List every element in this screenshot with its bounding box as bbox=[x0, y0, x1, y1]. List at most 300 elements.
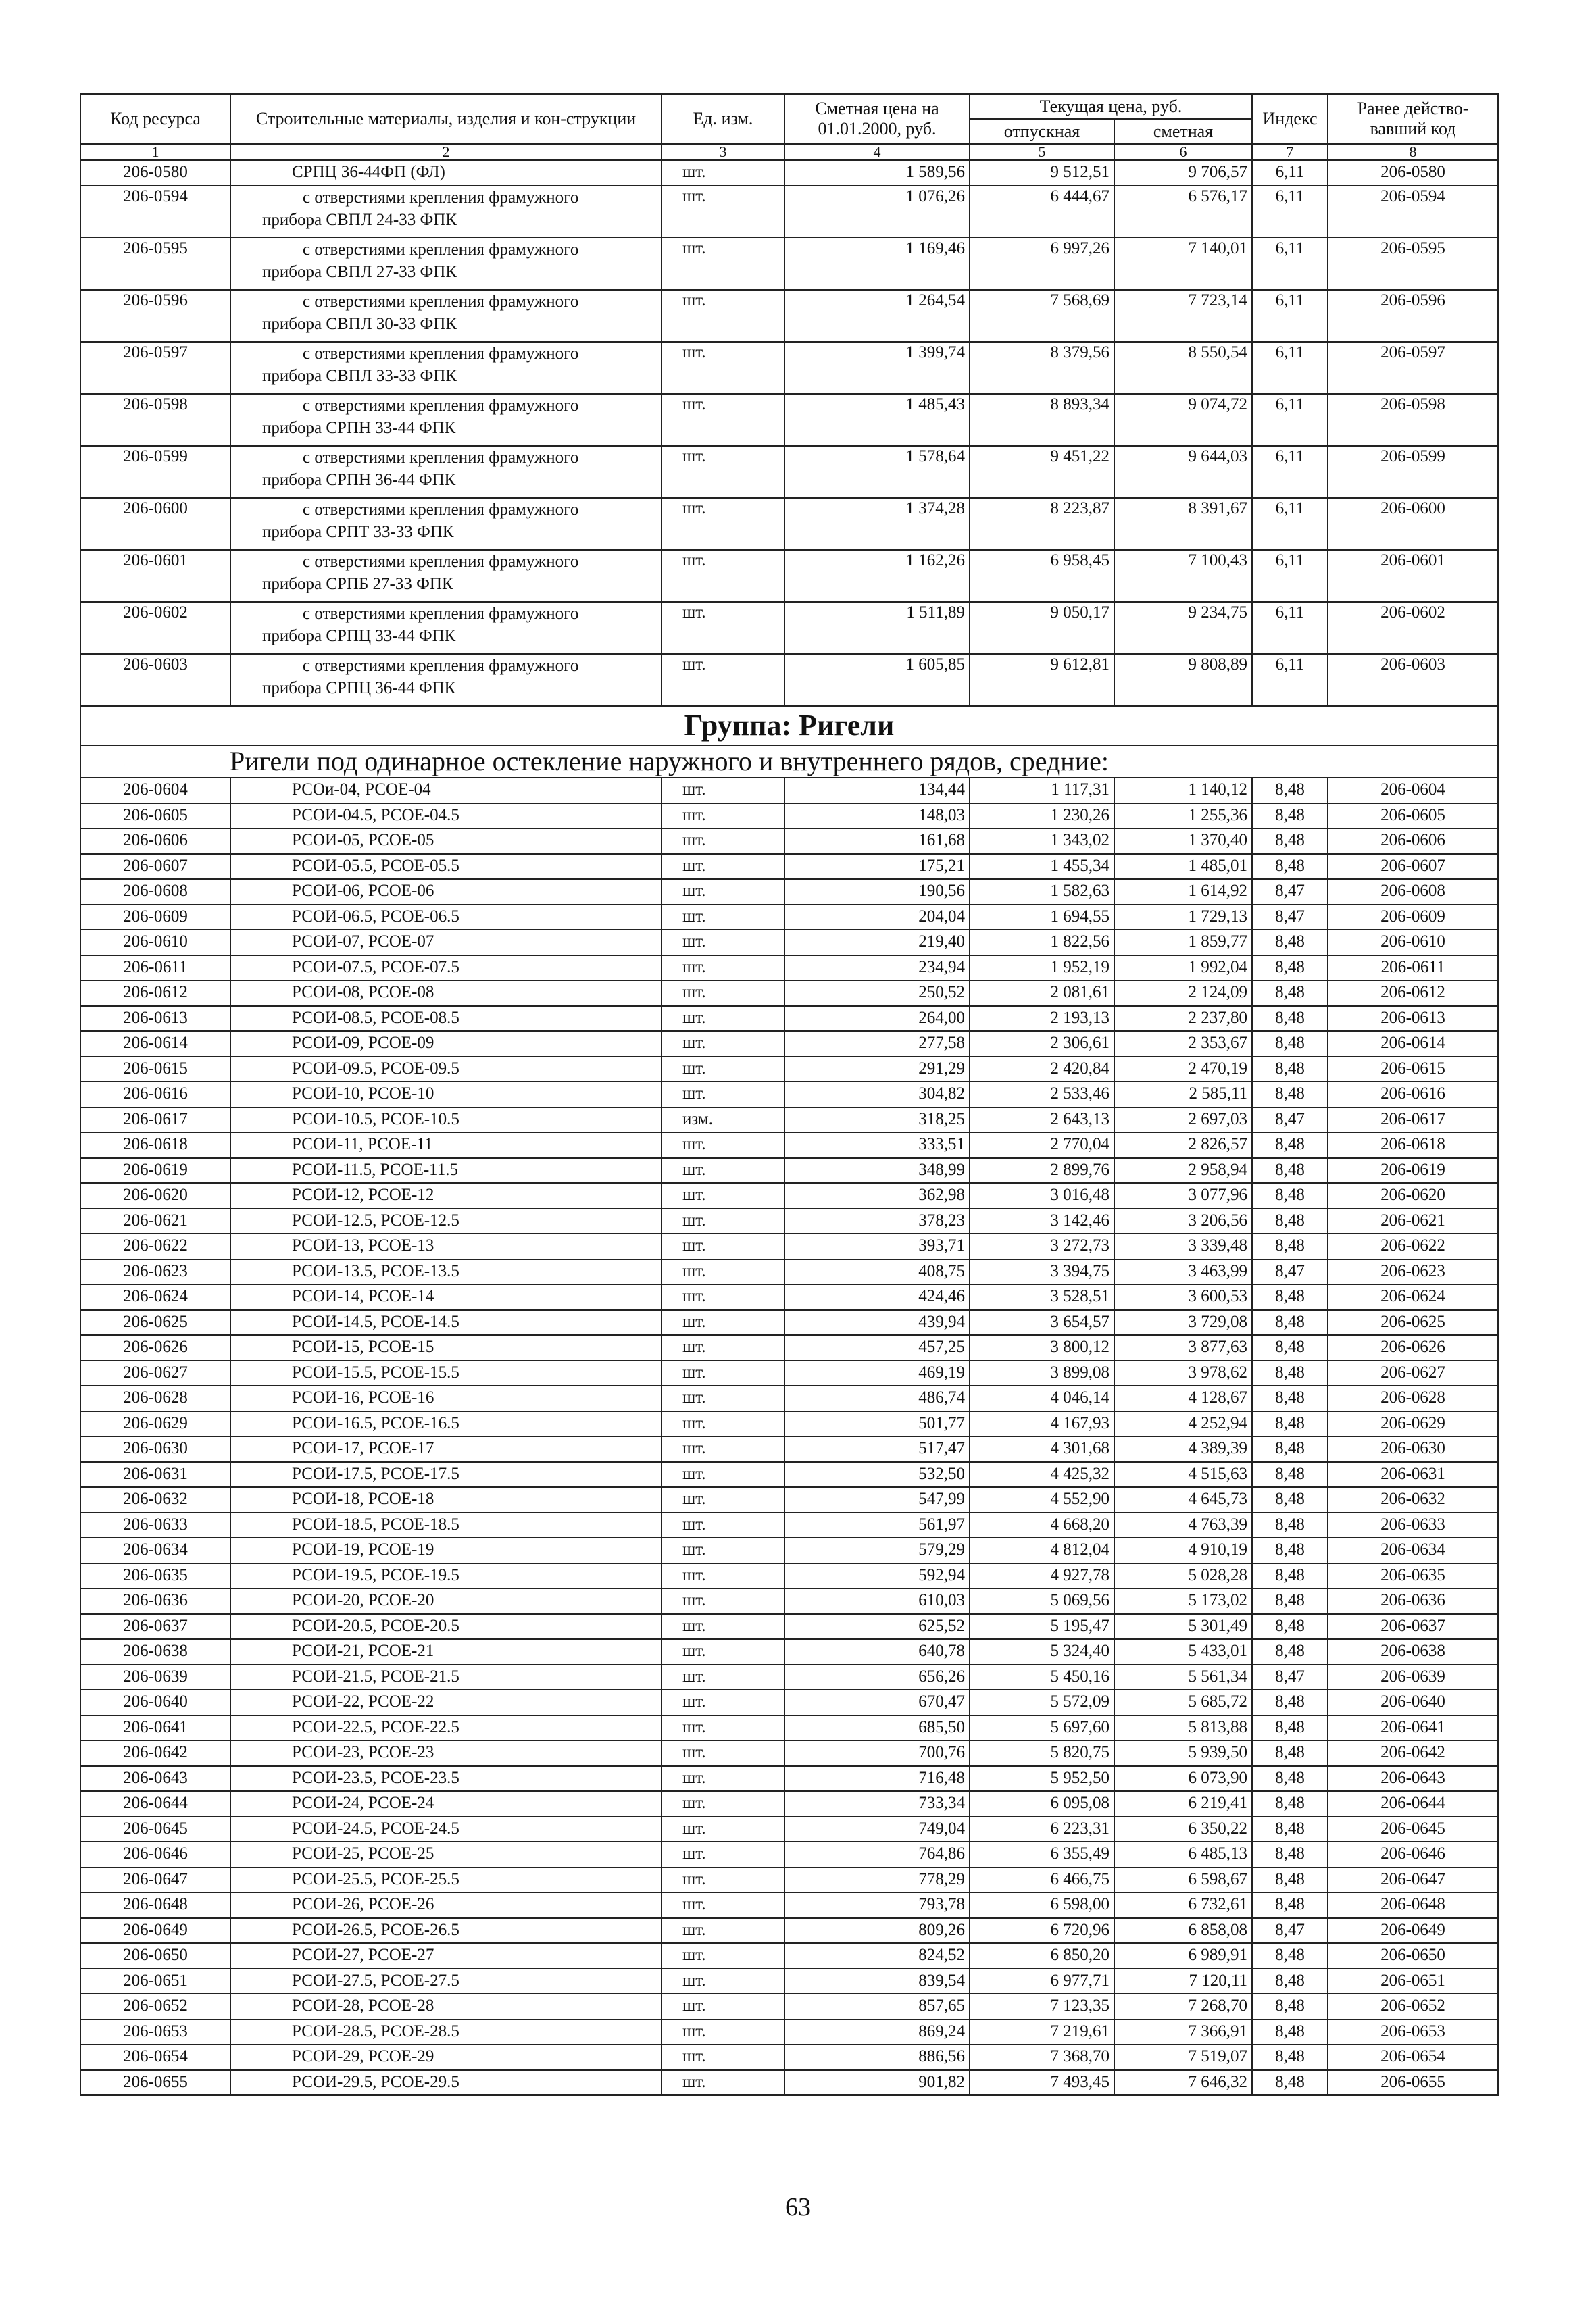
table-row bbox=[80, 1817, 1498, 1842]
estimate-price: 2 470,19 bbox=[1114, 1057, 1252, 1082]
unit: шт. bbox=[662, 930, 784, 955]
base-price: 1 589,56 bbox=[784, 160, 970, 186]
estimate-price: 4 128,67 bbox=[1114, 1386, 1252, 1411]
unit: шт. bbox=[662, 1614, 784, 1640]
material-name bbox=[230, 654, 662, 706]
resource-code: 206-0635 bbox=[80, 1563, 230, 1589]
price-index: 8,48 bbox=[1252, 955, 1328, 981]
price-index: 8,48 bbox=[1252, 803, 1328, 829]
material-name: РСОИ-05.5, РСОЕ-05.5 bbox=[230, 854, 662, 880]
header-materials: Строительные материалы, изделия и кон-струкции bbox=[230, 94, 662, 144]
estimate-price: 7 120,11 bbox=[1114, 1969, 1252, 1994]
base-price: 1 076,26 bbox=[784, 186, 970, 238]
table-row bbox=[80, 1107, 1498, 1133]
estimate-price: 7 646,32 bbox=[1114, 2070, 1252, 2096]
release-price: 3 654,57 bbox=[970, 1310, 1114, 1336]
price-index: 8,48 bbox=[1252, 1082, 1328, 1107]
resource-code: 206-0600 bbox=[80, 498, 230, 550]
price-index: 8,48 bbox=[1252, 1158, 1328, 1184]
resource-code: 206-0606 bbox=[80, 828, 230, 854]
base-price: 716,48 bbox=[784, 1766, 970, 1792]
table-row bbox=[80, 1183, 1498, 1209]
base-price: 625,52 bbox=[784, 1614, 970, 1640]
material-name: РСОИ-10, РСОЕ-10 bbox=[230, 1082, 662, 1107]
previous-code: 206-0597 bbox=[1328, 342, 1498, 394]
previous-code: 206-0628 bbox=[1328, 1386, 1498, 1411]
base-price: 561,97 bbox=[784, 1513, 970, 1538]
unit: шт. bbox=[662, 1031, 784, 1057]
previous-code: 206-0645 bbox=[1328, 1817, 1498, 1842]
resource-code: 206-0604 bbox=[80, 778, 230, 803]
estimate-price: 4 389,39 bbox=[1114, 1436, 1252, 1462]
previous-code: 206-0611 bbox=[1328, 955, 1498, 981]
resource-code: 206-0598 bbox=[80, 394, 230, 446]
table-row bbox=[80, 1031, 1498, 1057]
table-row bbox=[80, 1969, 1498, 1994]
resource-code: 206-0638 bbox=[80, 1639, 230, 1665]
unit: шт. bbox=[662, 1513, 784, 1538]
material-name: РСОИ-24, РСОЕ-24 bbox=[230, 1791, 662, 1817]
unit: шт. bbox=[662, 1766, 784, 1792]
resource-code: 206-0633 bbox=[80, 1513, 230, 1538]
unit: шт. bbox=[662, 1665, 784, 1690]
price-index: 8,48 bbox=[1252, 1538, 1328, 1563]
table-row bbox=[80, 498, 1498, 550]
previous-code: 206-0625 bbox=[1328, 1310, 1498, 1336]
table-row bbox=[80, 1665, 1498, 1690]
unit: шт. bbox=[662, 160, 784, 186]
price-index: 8,47 bbox=[1252, 1918, 1328, 1944]
release-price: 3 272,73 bbox=[970, 1234, 1114, 1259]
unit: шт. bbox=[662, 1690, 784, 1715]
material-name: РСОИ-11.5, РСОЕ-11.5 bbox=[230, 1158, 662, 1184]
material-name: СРПЦ 36-44ФП (ФЛ) bbox=[230, 160, 662, 186]
table-header bbox=[80, 94, 1498, 160]
price-index: 8,48 bbox=[1252, 778, 1328, 803]
unit: шт. bbox=[662, 778, 784, 803]
base-price: 1 605,85 bbox=[784, 654, 970, 706]
price-table bbox=[80, 93, 1499, 2096]
unit: шт. bbox=[662, 1411, 784, 1437]
resource-code: 206-0629 bbox=[80, 1411, 230, 1437]
release-price: 5 069,56 bbox=[970, 1588, 1114, 1614]
release-price: 1 343,02 bbox=[970, 828, 1114, 854]
base-price: 1 485,43 bbox=[784, 394, 970, 446]
release-price: 2 533,46 bbox=[970, 1082, 1114, 1107]
table-row bbox=[80, 1639, 1498, 1665]
unit: шт. bbox=[662, 2019, 784, 2045]
resource-code: 206-0601 bbox=[80, 550, 230, 602]
previous-code: 206-0618 bbox=[1328, 1132, 1498, 1158]
material-name: РСОИ-25, РСОЕ-25 bbox=[230, 1842, 662, 1867]
estimate-price: 5 301,49 bbox=[1114, 1614, 1252, 1640]
table-row bbox=[80, 803, 1498, 829]
base-price: 250,52 bbox=[784, 980, 970, 1006]
resource-code: 206-0611 bbox=[80, 955, 230, 981]
release-price: 8 379,56 bbox=[970, 342, 1114, 394]
release-price: 4 927,78 bbox=[970, 1563, 1114, 1589]
previous-code: 206-0594 bbox=[1328, 186, 1498, 238]
material-name: РСОИ-06, РСОЕ-06 bbox=[230, 879, 662, 905]
release-price: 3 800,12 bbox=[970, 1335, 1114, 1361]
previous-code: 206-0603 bbox=[1328, 654, 1498, 706]
resource-code: 206-0650 bbox=[80, 1943, 230, 1969]
release-price: 7 219,61 bbox=[970, 2019, 1114, 2045]
price-index: 8,48 bbox=[1252, 930, 1328, 955]
previous-code: 206-0596 bbox=[1328, 290, 1498, 342]
material-name: РСОИ-12.5, РСОЕ-12.5 bbox=[230, 1209, 662, 1234]
release-price: 2 306,61 bbox=[970, 1031, 1114, 1057]
previous-code: 206-0617 bbox=[1328, 1107, 1498, 1133]
header-base-price: Сметная цена на 01.01.2000, руб. bbox=[784, 94, 970, 144]
base-price: 161,68 bbox=[784, 828, 970, 854]
material-name-line2: прибора СРПН 33-44 ФПК bbox=[262, 419, 456, 437]
header-previous-code: Ранее действо-вавший код bbox=[1328, 94, 1498, 144]
resource-code: 206-0621 bbox=[80, 1209, 230, 1234]
previous-code: 206-0632 bbox=[1328, 1487, 1498, 1513]
previous-code: 206-0612 bbox=[1328, 980, 1498, 1006]
table-row bbox=[80, 602, 1498, 654]
previous-code: 206-0636 bbox=[1328, 1588, 1498, 1614]
unit: шт. bbox=[662, 1132, 784, 1158]
previous-code: 206-0629 bbox=[1328, 1411, 1498, 1437]
price-index: 6,11 bbox=[1252, 446, 1328, 498]
header-resource-code: Код ресурса bbox=[80, 94, 230, 144]
material-name: РСОИ-29.5, РСОЕ-29.5 bbox=[230, 2070, 662, 2096]
estimate-price: 7 723,14 bbox=[1114, 290, 1252, 342]
table-row bbox=[80, 980, 1498, 1006]
estimate-price: 3 339,48 bbox=[1114, 1234, 1252, 1259]
material-name bbox=[230, 290, 662, 342]
table-row bbox=[80, 1513, 1498, 1538]
base-price: 457,25 bbox=[784, 1335, 970, 1361]
table-row bbox=[80, 550, 1498, 602]
previous-code: 206-0607 bbox=[1328, 854, 1498, 880]
release-price: 2 899,76 bbox=[970, 1158, 1114, 1184]
price-index: 8,47 bbox=[1252, 1107, 1328, 1133]
resource-code: 206-0630 bbox=[80, 1436, 230, 1462]
base-price: 778,29 bbox=[784, 1867, 970, 1893]
release-price: 3 394,75 bbox=[970, 1259, 1114, 1285]
release-price: 2 643,13 bbox=[970, 1107, 1114, 1133]
unit: шт. bbox=[662, 654, 784, 706]
estimate-price: 9 644,03 bbox=[1114, 446, 1252, 498]
material-name-line2: прибора СРПТ 33-33 ФПК bbox=[262, 523, 454, 541]
release-price: 6 850,20 bbox=[970, 1943, 1114, 1969]
material-name: РСОИ-08.5, РСОЕ-08.5 bbox=[230, 1006, 662, 1032]
resource-code: 206-0605 bbox=[80, 803, 230, 829]
table-row bbox=[80, 930, 1498, 955]
price-index: 8,48 bbox=[1252, 1462, 1328, 1488]
estimate-price: 5 685,72 bbox=[1114, 1690, 1252, 1715]
estimate-price: 5 173,02 bbox=[1114, 1588, 1252, 1614]
estimate-price: 1 859,77 bbox=[1114, 930, 1252, 955]
price-index: 8,48 bbox=[1252, 1563, 1328, 1589]
estimate-price: 5 028,28 bbox=[1114, 1563, 1252, 1589]
previous-code: 206-0644 bbox=[1328, 1791, 1498, 1817]
base-price: 1 578,64 bbox=[784, 446, 970, 498]
base-price: 304,82 bbox=[784, 1082, 970, 1107]
unit: шт. bbox=[662, 1310, 784, 1336]
release-price: 6 977,71 bbox=[970, 1969, 1114, 1994]
price-index: 8,48 bbox=[1252, 1715, 1328, 1741]
previous-code: 206-0613 bbox=[1328, 1006, 1498, 1032]
estimate-price: 7 519,07 bbox=[1114, 2044, 1252, 2070]
base-price: 318,25 bbox=[784, 1107, 970, 1133]
release-price: 2 193,13 bbox=[970, 1006, 1114, 1032]
estimate-price: 8 391,67 bbox=[1114, 498, 1252, 550]
price-index: 8,47 bbox=[1252, 879, 1328, 905]
price-index: 8,48 bbox=[1252, 1588, 1328, 1614]
release-price: 4 301,68 bbox=[970, 1436, 1114, 1462]
table-row bbox=[80, 1057, 1498, 1082]
table-row bbox=[80, 1234, 1498, 1259]
estimate-price: 2 958,94 bbox=[1114, 1158, 1252, 1184]
estimate-price: 2 124,09 bbox=[1114, 980, 1252, 1006]
base-price: 291,29 bbox=[784, 1057, 970, 1082]
estimate-price: 9 706,57 bbox=[1114, 160, 1252, 186]
column-number: 4 bbox=[784, 144, 970, 160]
release-price: 4 167,93 bbox=[970, 1411, 1114, 1437]
resource-code: 206-0627 bbox=[80, 1361, 230, 1386]
release-price: 5 324,40 bbox=[970, 1639, 1114, 1665]
release-price: 6 958,45 bbox=[970, 550, 1114, 602]
price-index: 8,47 bbox=[1252, 1665, 1328, 1690]
release-price: 1 455,34 bbox=[970, 854, 1114, 880]
price-index: 8,48 bbox=[1252, 1436, 1328, 1462]
base-price: 501,77 bbox=[784, 1411, 970, 1437]
previous-code: 206-0655 bbox=[1328, 2070, 1498, 2096]
price-index: 6,11 bbox=[1252, 498, 1328, 550]
table-row bbox=[80, 2019, 1498, 2045]
estimate-price: 4 910,19 bbox=[1114, 1538, 1252, 1563]
previous-code: 206-0619 bbox=[1328, 1158, 1498, 1184]
price-index: 8,48 bbox=[1252, 1057, 1328, 1082]
column-number: 6 bbox=[1114, 144, 1252, 160]
table-row bbox=[80, 828, 1498, 854]
material-name: РСОИ-18, РСОЕ-18 bbox=[230, 1487, 662, 1513]
material-name: РСОИ-06.5, РСОЕ-06.5 bbox=[230, 905, 662, 930]
base-price: 148,03 bbox=[784, 803, 970, 829]
release-price: 3 016,48 bbox=[970, 1183, 1114, 1209]
table-row bbox=[80, 1284, 1498, 1310]
resource-code: 206-0607 bbox=[80, 854, 230, 880]
material-name: РСОИ-08, РСОЕ-08 bbox=[230, 980, 662, 1006]
price-index: 8,48 bbox=[1252, 1842, 1328, 1867]
price-index: 6,11 bbox=[1252, 654, 1328, 706]
price-index: 8,47 bbox=[1252, 905, 1328, 930]
resource-code: 206-0618 bbox=[80, 1132, 230, 1158]
previous-code: 206-0608 bbox=[1328, 879, 1498, 905]
material-name-line1: с отверстиями крепления фрамужного bbox=[303, 188, 579, 207]
base-price: 439,94 bbox=[784, 1310, 970, 1336]
resource-code: 206-0649 bbox=[80, 1918, 230, 1944]
release-price: 6 223,31 bbox=[970, 1817, 1114, 1842]
estimate-price: 1 370,40 bbox=[1114, 828, 1252, 854]
release-price: 7 368,70 bbox=[970, 2044, 1114, 2070]
resource-code: 206-0631 bbox=[80, 1462, 230, 1488]
table-row bbox=[80, 1867, 1498, 1893]
unit: шт. bbox=[662, 980, 784, 1006]
resource-code: 206-0628 bbox=[80, 1386, 230, 1411]
resource-code: 206-0602 bbox=[80, 602, 230, 654]
subgroup-title: Ригели под одинарное остекление наружного и внутреннего рядов, средние: bbox=[80, 745, 1498, 778]
unit: шт. bbox=[662, 550, 784, 602]
previous-code: 206-0643 bbox=[1328, 1766, 1498, 1792]
release-price: 7 568,69 bbox=[970, 290, 1114, 342]
estimate-price: 1 992,04 bbox=[1114, 955, 1252, 981]
table-row bbox=[80, 654, 1498, 706]
estimate-price: 5 433,01 bbox=[1114, 1639, 1252, 1665]
price-index: 8,48 bbox=[1252, 1943, 1328, 1969]
resource-code: 206-0641 bbox=[80, 1715, 230, 1741]
base-price: 532,50 bbox=[784, 1462, 970, 1488]
release-price: 3 142,46 bbox=[970, 1209, 1114, 1234]
material-name: РСОИ-26, РСОЕ-26 bbox=[230, 1892, 662, 1918]
estimate-price: 3 877,63 bbox=[1114, 1335, 1252, 1361]
material-name: РСОИ-27.5, РСОЕ-27.5 bbox=[230, 1969, 662, 1994]
material-name-line1: с отверстиями крепления фрамужного bbox=[303, 605, 579, 623]
unit: шт. bbox=[662, 1892, 784, 1918]
base-price: 764,86 bbox=[784, 1842, 970, 1867]
base-price: 1 374,28 bbox=[784, 498, 970, 550]
previous-code: 206-0650 bbox=[1328, 1943, 1498, 1969]
estimate-price: 6 576,17 bbox=[1114, 186, 1252, 238]
material-name: РСОИ-13.5, РСОЕ-13.5 bbox=[230, 1259, 662, 1285]
price-index: 8,48 bbox=[1252, 1031, 1328, 1057]
column-number: 7 bbox=[1252, 144, 1328, 160]
material-name: РСОИ-04.5, РСОЕ-04.5 bbox=[230, 803, 662, 829]
base-price: 749,04 bbox=[784, 1817, 970, 1842]
material-name: РСОИ-12, РСОЕ-12 bbox=[230, 1183, 662, 1209]
release-price: 7 123,35 bbox=[970, 1994, 1114, 2019]
material-name-line1: с отверстиями крепления фрамужного bbox=[303, 293, 579, 311]
resource-code: 206-0654 bbox=[80, 2044, 230, 2070]
previous-code: 206-0615 bbox=[1328, 1057, 1498, 1082]
estimate-price: 2 353,67 bbox=[1114, 1031, 1252, 1057]
estimate-price: 9 234,75 bbox=[1114, 602, 1252, 654]
table-row bbox=[80, 1892, 1498, 1918]
estimate-price: 2 697,03 bbox=[1114, 1107, 1252, 1133]
material-name bbox=[230, 342, 662, 394]
estimate-price: 6 073,90 bbox=[1114, 1766, 1252, 1792]
previous-code: 206-0606 bbox=[1328, 828, 1498, 854]
table-row bbox=[80, 1209, 1498, 1234]
previous-code: 206-0635 bbox=[1328, 1563, 1498, 1589]
base-price: 219,40 bbox=[784, 930, 970, 955]
release-price: 1 117,31 bbox=[970, 778, 1114, 803]
resource-code: 206-0636 bbox=[80, 1588, 230, 1614]
estimate-price: 3 978,62 bbox=[1114, 1361, 1252, 1386]
material-name-line2: прибора СВПЛ 30-33 ФПК bbox=[262, 315, 457, 333]
previous-code: 206-0601 bbox=[1328, 550, 1498, 602]
material-name: РСОИ-20, РСОЕ-20 bbox=[230, 1588, 662, 1614]
release-price: 3 528,51 bbox=[970, 1284, 1114, 1310]
table-row bbox=[80, 854, 1498, 880]
base-price: 670,47 bbox=[784, 1690, 970, 1715]
unit: шт. bbox=[662, 828, 784, 854]
estimate-price: 3 077,96 bbox=[1114, 1183, 1252, 1209]
release-price: 6 095,08 bbox=[970, 1791, 1114, 1817]
unit: шт. bbox=[662, 394, 784, 446]
material-name: РСОИ-19.5, РСОЕ-19.5 bbox=[230, 1563, 662, 1589]
table-row bbox=[80, 1386, 1498, 1411]
resource-code: 206-0632 bbox=[80, 1487, 230, 1513]
price-index: 8,48 bbox=[1252, 2070, 1328, 2096]
price-index: 8,48 bbox=[1252, 1183, 1328, 1209]
unit: шт. bbox=[662, 1715, 784, 1741]
estimate-price: 8 550,54 bbox=[1114, 342, 1252, 394]
resource-code: 206-0580 bbox=[80, 160, 230, 186]
previous-code: 206-0614 bbox=[1328, 1031, 1498, 1057]
base-price: 408,75 bbox=[784, 1259, 970, 1285]
material-name bbox=[230, 498, 662, 550]
previous-code: 206-0616 bbox=[1328, 1082, 1498, 1107]
resource-code: 206-0603 bbox=[80, 654, 230, 706]
unit: шт. bbox=[662, 1462, 784, 1488]
release-price: 8 893,34 bbox=[970, 394, 1114, 446]
table-row bbox=[80, 1006, 1498, 1032]
previous-code: 206-0639 bbox=[1328, 1665, 1498, 1690]
resource-code: 206-0647 bbox=[80, 1867, 230, 1893]
material-name-line1: с отверстиями крепления фрамужного bbox=[303, 553, 579, 571]
base-price: 424,46 bbox=[784, 1284, 970, 1310]
base-price: 362,98 bbox=[784, 1183, 970, 1209]
base-price: 204,04 bbox=[784, 905, 970, 930]
material-name: РСОИ-21.5, РСОЕ-21.5 bbox=[230, 1665, 662, 1690]
material-name: РСОИ-22.5, РСОЕ-22.5 bbox=[230, 1715, 662, 1741]
release-price: 1 582,63 bbox=[970, 879, 1114, 905]
estimate-price: 9 808,89 bbox=[1114, 654, 1252, 706]
table-row bbox=[80, 1994, 1498, 2019]
unit: шт. bbox=[662, 1867, 784, 1893]
material-name-line2: прибора СВПЛ 24-33 ФПК bbox=[262, 211, 457, 229]
resource-code: 206-0648 bbox=[80, 1892, 230, 1918]
material-name-line2: прибора СРПЦ 33-44 ФПК bbox=[262, 627, 456, 645]
price-index: 8,48 bbox=[1252, 1969, 1328, 1994]
unit: шт. bbox=[662, 1082, 784, 1107]
price-index: 8,48 bbox=[1252, 980, 1328, 1006]
table-row bbox=[80, 1918, 1498, 1944]
price-index: 6,11 bbox=[1252, 238, 1328, 290]
release-price: 6 598,00 bbox=[970, 1892, 1114, 1918]
base-price: 1 162,26 bbox=[784, 550, 970, 602]
previous-code: 206-0598 bbox=[1328, 394, 1498, 446]
price-index: 8,48 bbox=[1252, 1234, 1328, 1259]
material-name: РСОИ-05, РСОЕ-05 bbox=[230, 828, 662, 854]
unit: шт. bbox=[662, 803, 784, 829]
unit: шт. bbox=[662, 2070, 784, 2096]
estimate-price: 6 485,13 bbox=[1114, 1842, 1252, 1867]
material-name: РСОИ-15, РСОЕ-15 bbox=[230, 1335, 662, 1361]
material-name bbox=[230, 602, 662, 654]
release-price: 5 572,09 bbox=[970, 1690, 1114, 1715]
material-name: РСОИ-28, РСОЕ-28 bbox=[230, 1994, 662, 2019]
unit: шт. bbox=[662, 1209, 784, 1234]
base-price: 1 511,89 bbox=[784, 602, 970, 654]
unit: шт. bbox=[662, 905, 784, 930]
price-index: 8,48 bbox=[1252, 1335, 1328, 1361]
base-price: 1 399,74 bbox=[784, 342, 970, 394]
base-price: 733,34 bbox=[784, 1791, 970, 1817]
unit: шт. bbox=[662, 1817, 784, 1842]
base-price: 190,56 bbox=[784, 879, 970, 905]
material-name: РСОИ-23.5, РСОЕ-23.5 bbox=[230, 1766, 662, 1792]
resource-code: 206-0652 bbox=[80, 1994, 230, 2019]
estimate-price: 7 140,01 bbox=[1114, 238, 1252, 290]
release-price: 4 046,14 bbox=[970, 1386, 1114, 1411]
release-price: 1 694,55 bbox=[970, 905, 1114, 930]
